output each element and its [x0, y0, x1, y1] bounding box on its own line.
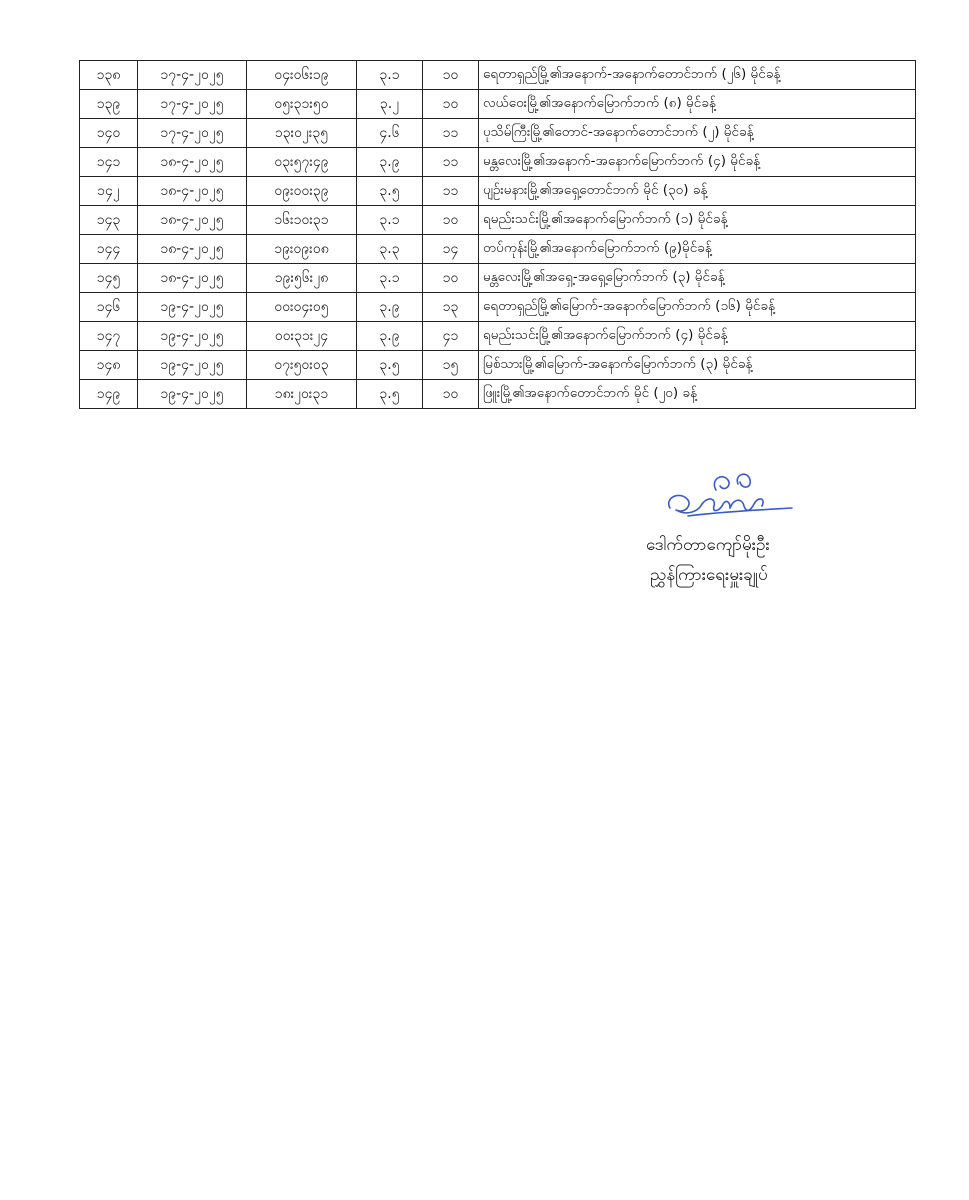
record-number-cell: ၁၄၀ [80, 119, 138, 148]
record-number-cell: ၁၄၉ [80, 380, 138, 409]
magnitude-cell: ၃.၁ [357, 61, 423, 90]
table-row [80, 90, 916, 119]
table-row [80, 293, 916, 322]
location-cell: ရေတာရှည်မြို့၏မြောက်-အနောက်မြောက်ဘက် (၁၆) မိုင်ခန့် [479, 293, 916, 322]
table-row [80, 235, 916, 264]
magnitude-cell: ၃.၁ [357, 264, 423, 293]
record-number-cell: ၁၄၅ [80, 264, 138, 293]
signer-name: ဒေါက်တာကျော်မိုးဦး [646, 535, 770, 555]
table-row [80, 61, 916, 90]
date-cell: ၁၇-၄-၂၀၂၅ [138, 119, 247, 148]
record-number-cell: ၁၄၃ [80, 206, 138, 235]
record-number-cell: ၁၄၈ [80, 351, 138, 380]
location-cell: မန္တလေးမြို့၏အနောက်-အနောက်မြောက်ဘက် (၄) မိုင်ခန့် [479, 148, 916, 177]
record-number-cell: ၁၄၆ [80, 293, 138, 322]
location-cell: မန္တလေးမြို့၏အရှေ့-အရှေ့မြောက်ဘက် (၃) မိုင်ခန့် [479, 264, 916, 293]
depth-cell: ၁၁ [423, 177, 479, 206]
depth-cell: ၁၀ [423, 380, 479, 409]
time-cell: ၁၉း၅၆း၂၈ [247, 264, 357, 293]
magnitude-cell: ၃.၉ [357, 293, 423, 322]
record-number-cell: ၁၄၇ [80, 322, 138, 351]
magnitude-cell: ၃.၉ [357, 322, 423, 351]
date-cell: ၁၉-၄-၂၀၂၅ [138, 351, 247, 380]
record-number-cell: ၁၄၄ [80, 235, 138, 264]
time-cell: ၁၃း၀၂း၃၅ [247, 119, 357, 148]
depth-cell: ၁၃ [423, 293, 479, 322]
date-cell: ၁၈-၄-၂၀၂၅ [138, 264, 247, 293]
signature-block [600, 468, 880, 608]
time-cell: ၀၀း၀၄း၀၅ [247, 293, 357, 322]
location-cell: ပုသိမ်ကြီးမြို့၏တောင်-အနောက်တောင်ဘက် (၂) မိုင်ခန့် [479, 119, 916, 148]
table-row [80, 148, 916, 177]
record-number-cell: ၁၄၂ [80, 177, 138, 206]
time-cell: ၀၄း၀၆း၁၉ [247, 61, 357, 90]
table-row [80, 206, 916, 235]
magnitude-cell: ၃.၁ [357, 206, 423, 235]
date-cell: ၁၇-၄-၂၀၂၅ [138, 61, 247, 90]
magnitude-cell: ၃.၉ [357, 148, 423, 177]
depth-cell: ၁၁ [423, 148, 479, 177]
location-cell: ရမည်းသင်းမြို့၏အနောက်မြောက်ဘက် (၁) မိုင်ခန့် [479, 206, 916, 235]
time-cell: ၀၉း၀၀း၃၉ [247, 177, 357, 206]
time-cell: ၁၉း၀၉း၀၈ [247, 235, 357, 264]
depth-cell: ၁၀ [423, 90, 479, 119]
time-cell: ၁၈း၂၀း၃၁ [247, 380, 357, 409]
record-number-cell: ၁၃၈ [80, 61, 138, 90]
depth-cell: ၁၄ [423, 235, 479, 264]
table-row [80, 119, 916, 148]
magnitude-cell: ၃.၃ [357, 235, 423, 264]
record-number-cell: ၁၄၁ [80, 148, 138, 177]
date-cell: ၁၈-၄-၂၀၂၅ [138, 206, 247, 235]
time-cell: ၀၀း၃၁း၂၄ [247, 322, 357, 351]
depth-cell: ၄၁ [423, 322, 479, 351]
depth-cell: ၁၀ [423, 61, 479, 90]
date-cell: ၁၉-၄-၂၀၂၅ [138, 322, 247, 351]
table-row [80, 177, 916, 206]
date-cell: ၁၈-၄-၂၀၂၅ [138, 148, 247, 177]
table-row [80, 264, 916, 293]
earthquake-table [79, 60, 916, 409]
record-number-cell: ၁၃၉ [80, 90, 138, 119]
magnitude-cell: ၃.၂ [357, 90, 423, 119]
location-cell: ဖြူးမြို့၏အနောက်တောင်ဘက် မိုင် (၂၀) ခန့် [479, 380, 916, 409]
earthquake-table-body [80, 61, 916, 409]
location-cell: ရမည်းသင်းမြို့၏အနောက်မြောက်ဘက် (၄) မိုင်ခန့် [479, 322, 916, 351]
date-cell: ၁၈-၄-၂၀၂၅ [138, 177, 247, 206]
signer-title: ညွှန်ကြားရေးမှူးချုပ် [650, 565, 768, 585]
date-cell: ၁၈-၄-၂၀၂၅ [138, 235, 247, 264]
date-cell: ၁၉-၄-၂၀၂၅ [138, 380, 247, 409]
magnitude-cell: ၃.၅ [357, 177, 423, 206]
handwritten-signature [658, 468, 798, 528]
table-row [80, 380, 916, 409]
depth-cell: ၁၀ [423, 206, 479, 235]
time-cell: ၀၇း၅၀း၀၃ [247, 351, 357, 380]
depth-cell: ၁၀ [423, 264, 479, 293]
table-row [80, 322, 916, 351]
magnitude-cell: ၄.၆ [357, 119, 423, 148]
time-cell: ၁၆း၁၀း၃၁ [247, 206, 357, 235]
location-cell: မြစ်သားမြို့၏မြောက်-အနောက်မြောက်ဘက် (၃) မိုင်ခန့် [479, 351, 916, 380]
depth-cell: ၁၅ [423, 351, 479, 380]
location-cell: ရေတာရှည်မြို့၏အနောက်-အနောက်တောင်ဘက် (၂၆) မိုင်ခန့် [479, 61, 916, 90]
time-cell: ၀၃း၅၇း၄၉ [247, 148, 357, 177]
magnitude-cell: ၃.၅ [357, 380, 423, 409]
magnitude-cell: ၃.၅ [357, 351, 423, 380]
location-cell: တပ်ကုန်းမြို့၏အနောက်မြောက်ဘက် (၉)မိုင်ခန့် [479, 235, 916, 264]
date-cell: ၁၇-၄-၂၀၂၅ [138, 90, 247, 119]
date-cell: ၁၉-၄-၂၀၂၅ [138, 293, 247, 322]
location-cell: လယ်ဝေးမြို့၏အနောက်မြောက်ဘက် (၈) မိုင်ခန့် [479, 90, 916, 119]
depth-cell: ၁၁ [423, 119, 479, 148]
location-cell: ပျဉ်းမနားမြို့၏အရှေ့တောင်ဘက် မိုင် (၃၀) ခန့် [479, 177, 916, 206]
table-row [80, 351, 916, 380]
time-cell: ၀၅း၃၁း၅၀ [247, 90, 357, 119]
